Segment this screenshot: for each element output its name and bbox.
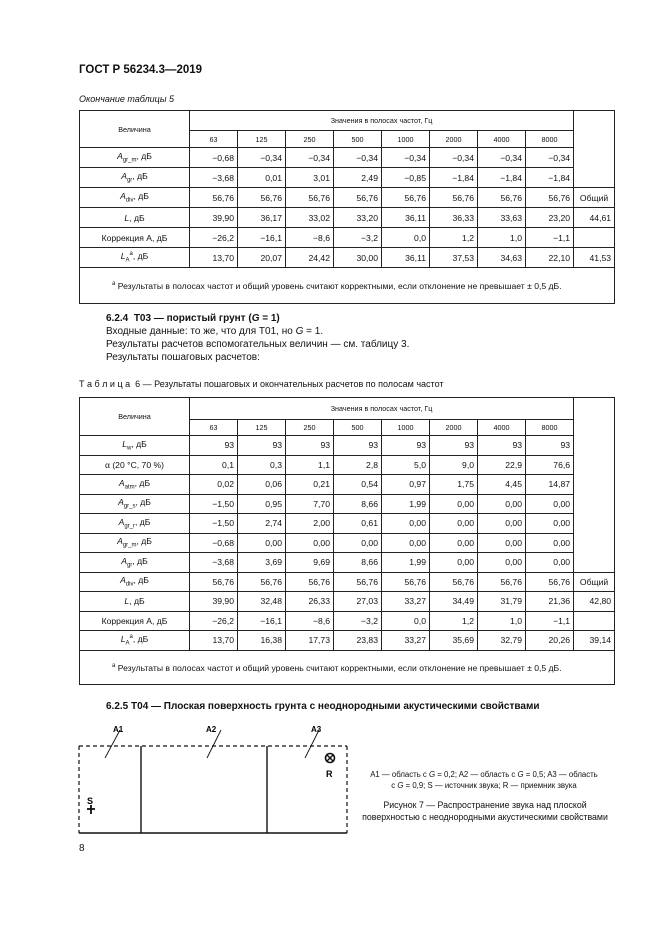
value-cell: 0,95 <box>238 494 286 514</box>
value-cell: −1,1 <box>526 611 574 631</box>
value-cell: 24,42 <box>286 248 334 268</box>
value-cell: 0,00 <box>238 533 286 553</box>
quantity-header: Величина <box>80 111 190 148</box>
value-cell: 8,66 <box>334 553 382 573</box>
row-label: $A_{gr\_r}$, дБ <box>80 514 190 534</box>
value-cell: 33,02 <box>286 208 334 228</box>
value-cell: 56,76 <box>190 572 238 592</box>
value-cell: 2,49 <box>334 168 382 188</box>
value-cell: 35,69 <box>430 631 478 651</box>
table-row <box>80 436 615 456</box>
value-cell: 93 <box>190 436 238 456</box>
value-cell: 0,00 <box>478 514 526 534</box>
value-cell: 33,20 <box>334 208 382 228</box>
value-cell: 3,01 <box>286 168 334 188</box>
table-5 <box>79 110 615 304</box>
value-cell: 56,76 <box>430 572 478 592</box>
table5-caption: Окончание таблицы 5 <box>79 94 174 104</box>
figure-7-caption: Рисунок 7 — Распространение звука над плоской поверхностью с неоднородными акустическими свойствами <box>362 800 608 822</box>
value-cell: 0,0 <box>382 611 430 631</box>
value-cell: 30,00 <box>334 248 382 268</box>
value-cell: 2,8 <box>334 455 382 475</box>
label-a3: A3 <box>311 725 322 734</box>
value-cell: 33,27 <box>382 592 430 612</box>
value-cell: 0,3 <box>238 455 286 475</box>
row-label: $A_{atm}$, дБ <box>80 475 190 495</box>
freq-cell: 4000 <box>478 420 526 436</box>
value-cell: −1,84 <box>430 168 478 188</box>
table-row <box>80 228 615 248</box>
value-cell: 56,76 <box>334 572 382 592</box>
a2-leader <box>207 730 221 758</box>
label-a1: A1 <box>113 725 124 734</box>
value-cell: 0,21 <box>286 475 334 495</box>
value-cell: 56,76 <box>286 572 334 592</box>
value-cell: 0,61 <box>334 514 382 534</box>
value-cell: 1,75 <box>430 475 478 495</box>
header-row <box>80 398 615 420</box>
value-cell: 36,11 <box>382 248 430 268</box>
value-cell: 0,00 <box>526 533 574 553</box>
value-cell: 0,0 <box>382 228 430 248</box>
value-cell: 32,79 <box>478 631 526 651</box>
value-cell: 56,76 <box>334 188 382 208</box>
value-cell: 0,54 <box>334 475 382 495</box>
value-cell: −26,2 <box>190 228 238 248</box>
value-cell: 0,00 <box>526 514 574 534</box>
value-cell: 56,76 <box>238 572 286 592</box>
value-cell: 32,48 <box>238 592 286 612</box>
quantity-header: Величина <box>80 398 190 436</box>
value-cell: −0,85 <box>382 168 430 188</box>
band-header: Значения в полосах частот, Гц <box>190 398 574 420</box>
value-cell: 2,00 <box>286 514 334 534</box>
value-cell: 27,03 <box>334 592 382 612</box>
value-cell: −1,84 <box>526 168 574 188</box>
table-row <box>80 611 615 631</box>
value-cell: −16,1 <box>238 611 286 631</box>
freq-cell: 500 <box>334 131 382 148</box>
value-cell: 1,2 <box>430 611 478 631</box>
total-cell: Общий <box>574 188 615 208</box>
row-label: L, дБ <box>80 592 190 612</box>
value-cell: −8,6 <box>286 228 334 248</box>
freq-cell: 500 <box>334 420 382 436</box>
value-cell: 93 <box>382 436 430 456</box>
value-cell: 93 <box>430 436 478 456</box>
value-cell: 56,76 <box>526 572 574 592</box>
value-cell: −3,2 <box>334 611 382 631</box>
receiver-icon <box>326 754 335 763</box>
value-cell: 39,90 <box>190 208 238 228</box>
section-6-2-4-heading: 6.2.4 Т03 — пористый грунт (G = 1) <box>106 313 280 324</box>
band-header: Значения в полосах частот, Гц <box>190 111 574 131</box>
value-cell: −0,34 <box>238 148 286 168</box>
value-cell: 31,79 <box>478 592 526 612</box>
value-cell: 5,0 <box>382 455 430 475</box>
section-6-2-5-heading: 6.2.5 Т04 — Плоская поверхность грунта с неоднородными акустическими свойствами <box>106 701 540 712</box>
row-label: $A_{gr\_m}$, дБ <box>80 148 190 168</box>
total-cell: Общий <box>574 572 615 592</box>
value-cell: 0,00 <box>478 494 526 514</box>
value-cell: 0,00 <box>430 533 478 553</box>
value-cell: 0,06 <box>238 475 286 495</box>
row-label: α (20 °C, 70 %) <box>80 455 190 475</box>
row-label: $L_A^a$, дБ <box>80 248 190 268</box>
value-cell: 1,99 <box>382 494 430 514</box>
table-row <box>80 455 615 475</box>
value-cell: 0,00 <box>430 514 478 534</box>
value-cell: 0,00 <box>430 494 478 514</box>
freq-cell: 63 <box>190 131 238 148</box>
freq-cell: 8000 <box>526 420 574 436</box>
row-label: $A_{gr}$, дБ <box>80 553 190 573</box>
value-cell: 56,76 <box>382 188 430 208</box>
freq-cell: 1000 <box>382 131 430 148</box>
value-cell: 16,38 <box>238 631 286 651</box>
freq-cell: 2000 <box>430 420 478 436</box>
value-cell: 14,87 <box>526 475 574 495</box>
value-cell: 0,00 <box>478 533 526 553</box>
value-cell: −1,84 <box>478 168 526 188</box>
header-row <box>80 111 615 131</box>
footnote-row <box>80 650 615 684</box>
total-cell: 39,14 <box>574 631 615 651</box>
value-cell: −0,34 <box>526 148 574 168</box>
value-cell: −26,2 <box>190 611 238 631</box>
value-cell: 8,66 <box>334 494 382 514</box>
freq-cell: 4000 <box>478 131 526 148</box>
value-cell: 93 <box>286 436 334 456</box>
total-cell: 42,80 <box>574 592 615 612</box>
value-cell: 0,00 <box>334 533 382 553</box>
table-row <box>80 514 615 534</box>
value-cell: −0,68 <box>190 148 238 168</box>
row-label: $L_w$, дБ <box>80 436 190 456</box>
value-cell: −0,68 <box>190 533 238 553</box>
table-row <box>80 553 615 573</box>
value-cell: 93 <box>334 436 382 456</box>
value-cell: −0,34 <box>334 148 382 168</box>
value-cell: 0,00 <box>382 533 430 553</box>
value-cell: 0,00 <box>382 514 430 534</box>
freq-cell: 63 <box>190 420 238 436</box>
value-cell: 0,02 <box>190 475 238 495</box>
value-cell: 0,01 <box>238 168 286 188</box>
value-cell: 23,83 <box>334 631 382 651</box>
value-cell: −0,34 <box>382 148 430 168</box>
value-cell: −1,50 <box>190 514 238 534</box>
value-cell: 0,1 <box>190 455 238 475</box>
value-cell: −8,6 <box>286 611 334 631</box>
total-column-blank <box>574 398 615 573</box>
value-cell: 34,49 <box>430 592 478 612</box>
row-label: $A_{gr}$, дБ <box>80 168 190 188</box>
table-row <box>80 572 615 592</box>
value-cell: 7,70 <box>286 494 334 514</box>
value-cell: 36,17 <box>238 208 286 228</box>
value-cell: 22,9 <box>478 455 526 475</box>
row-label: Коррекция А, дБ <box>80 611 190 631</box>
total-column-blank <box>574 111 615 188</box>
freq-cell: 125 <box>238 131 286 148</box>
value-cell: 76,6 <box>526 455 574 475</box>
value-cell: −3,68 <box>190 553 238 573</box>
label-a2: A2 <box>206 725 217 734</box>
value-cell: 93 <box>526 436 574 456</box>
footnote-row <box>80 268 615 304</box>
table-row <box>80 592 615 612</box>
label-s: S <box>87 796 94 806</box>
value-cell: 56,76 <box>286 188 334 208</box>
value-cell: 33,27 <box>382 631 430 651</box>
row-label: $A_{gr\_m}$, дБ <box>80 533 190 553</box>
value-cell: 9,69 <box>286 553 334 573</box>
value-cell: 36,11 <box>382 208 430 228</box>
source-icon <box>87 805 95 814</box>
value-cell: 1,99 <box>382 553 430 573</box>
value-cell: −16,1 <box>238 228 286 248</box>
table-row <box>80 148 615 168</box>
table-row <box>80 475 615 495</box>
table-footnote: $^a$ Результаты в полосах частот и общий уровень считают корректными, если отклонение не превышает ± 0,5 дБ. <box>80 650 615 684</box>
table-row <box>80 168 615 188</box>
value-cell: 20,26 <box>526 631 574 651</box>
total-cell: 41,53 <box>574 248 615 268</box>
row-label: $A_{div}$, дБ <box>80 188 190 208</box>
value-cell: 1,1 <box>286 455 334 475</box>
freq-cell: 2000 <box>430 131 478 148</box>
row-label: $A_{div}$, дБ <box>80 572 190 592</box>
value-cell: 22,10 <box>526 248 574 268</box>
value-cell: 26,33 <box>286 592 334 612</box>
value-cell: 56,76 <box>430 188 478 208</box>
value-cell: 4,45 <box>478 475 526 495</box>
value-cell: 0,00 <box>526 494 574 514</box>
value-cell: 0,00 <box>526 553 574 573</box>
freq-cell: 125 <box>238 420 286 436</box>
table-row <box>80 248 615 268</box>
value-cell: 1,2 <box>430 228 478 248</box>
row-label: $L_A^a$, дБ <box>80 631 190 651</box>
value-cell: 93 <box>238 436 286 456</box>
table-row <box>80 533 615 553</box>
value-cell: −1,50 <box>190 494 238 514</box>
value-cell: −3,68 <box>190 168 238 188</box>
value-cell: 39,90 <box>190 592 238 612</box>
row-label: Коррекция А, дБ <box>80 228 190 248</box>
a3-leader <box>305 730 319 758</box>
value-cell: 93 <box>478 436 526 456</box>
value-cell: 56,76 <box>238 188 286 208</box>
figure-7-legend: A1 — область с G = 0,2; A2 — область с G = 0,5; A3 — область с G = 0,9; S — источник звука; R — приемник звука <box>370 770 598 790</box>
value-cell: −0,34 <box>430 148 478 168</box>
table-row <box>80 494 615 514</box>
value-cell: 1,0 <box>478 611 526 631</box>
row-label: $A_{gr\_s}$, дБ <box>80 494 190 514</box>
value-cell: 0,97 <box>382 475 430 495</box>
value-cell: 34,63 <box>478 248 526 268</box>
value-cell: 17,73 <box>286 631 334 651</box>
value-cell: 33,63 <box>478 208 526 228</box>
value-cell: 56,76 <box>478 188 526 208</box>
page-number: 8 <box>79 843 85 854</box>
value-cell: −1,1 <box>526 228 574 248</box>
step-results-line: Результаты пошаговых расчетов: <box>106 352 260 363</box>
value-cell: 23,20 <box>526 208 574 228</box>
value-cell: 13,70 <box>190 248 238 268</box>
value-cell: 56,76 <box>190 188 238 208</box>
value-cell: 36,33 <box>430 208 478 228</box>
value-cell: 0,00 <box>286 533 334 553</box>
a1-leader <box>105 730 120 758</box>
document-header: ГОСТ Р 56234.3—2019 <box>79 64 203 76</box>
total-cell <box>574 228 615 248</box>
freq-cell: 250 <box>286 131 334 148</box>
value-cell: 2,74 <box>238 514 286 534</box>
table-6 <box>79 397 615 685</box>
table-row <box>80 188 615 208</box>
value-cell: −0,34 <box>286 148 334 168</box>
table-row <box>80 631 615 651</box>
value-cell: −3,2 <box>334 228 382 248</box>
label-r: R <box>326 769 333 779</box>
figure-7-diagram <box>75 720 355 840</box>
value-cell: 20,07 <box>238 248 286 268</box>
table-footnote: $^a$ Результаты в полосах частот и общий уровень считают корректными, если отклонение не превышает ± 0,5 дБ. <box>80 268 615 304</box>
value-cell: 56,76 <box>526 188 574 208</box>
freq-cell: 8000 <box>526 131 574 148</box>
value-cell: 0,00 <box>430 553 478 573</box>
value-cell: 1,0 <box>478 228 526 248</box>
row-label: L, дБ <box>80 208 190 228</box>
value-cell: 21,36 <box>526 592 574 612</box>
total-cell: 44,61 <box>574 208 615 228</box>
value-cell: 9,0 <box>430 455 478 475</box>
value-cell: 0,00 <box>478 553 526 573</box>
table6-caption: Т а б л и ц а 6 — Результаты пошаговых и окончательных расчетов по полосам частот <box>79 379 444 389</box>
total-cell <box>574 611 615 631</box>
freq-cell: 250 <box>286 420 334 436</box>
freq-cell: 1000 <box>382 420 430 436</box>
section-6-2-4 <box>106 312 409 364</box>
aux-results-line: Результаты расчетов вспомогательных величин — см. таблицу 3. <box>106 339 410 350</box>
value-cell: 13,70 <box>190 631 238 651</box>
input-data-line: Входные данные: то же, что для Т01, но G = 1. <box>106 326 324 337</box>
value-cell: −0,34 <box>478 148 526 168</box>
value-cell: 37,53 <box>430 248 478 268</box>
value-cell: 3,69 <box>238 553 286 573</box>
value-cell: 56,76 <box>478 572 526 592</box>
value-cell: 56,76 <box>382 572 430 592</box>
table-row <box>80 208 615 228</box>
